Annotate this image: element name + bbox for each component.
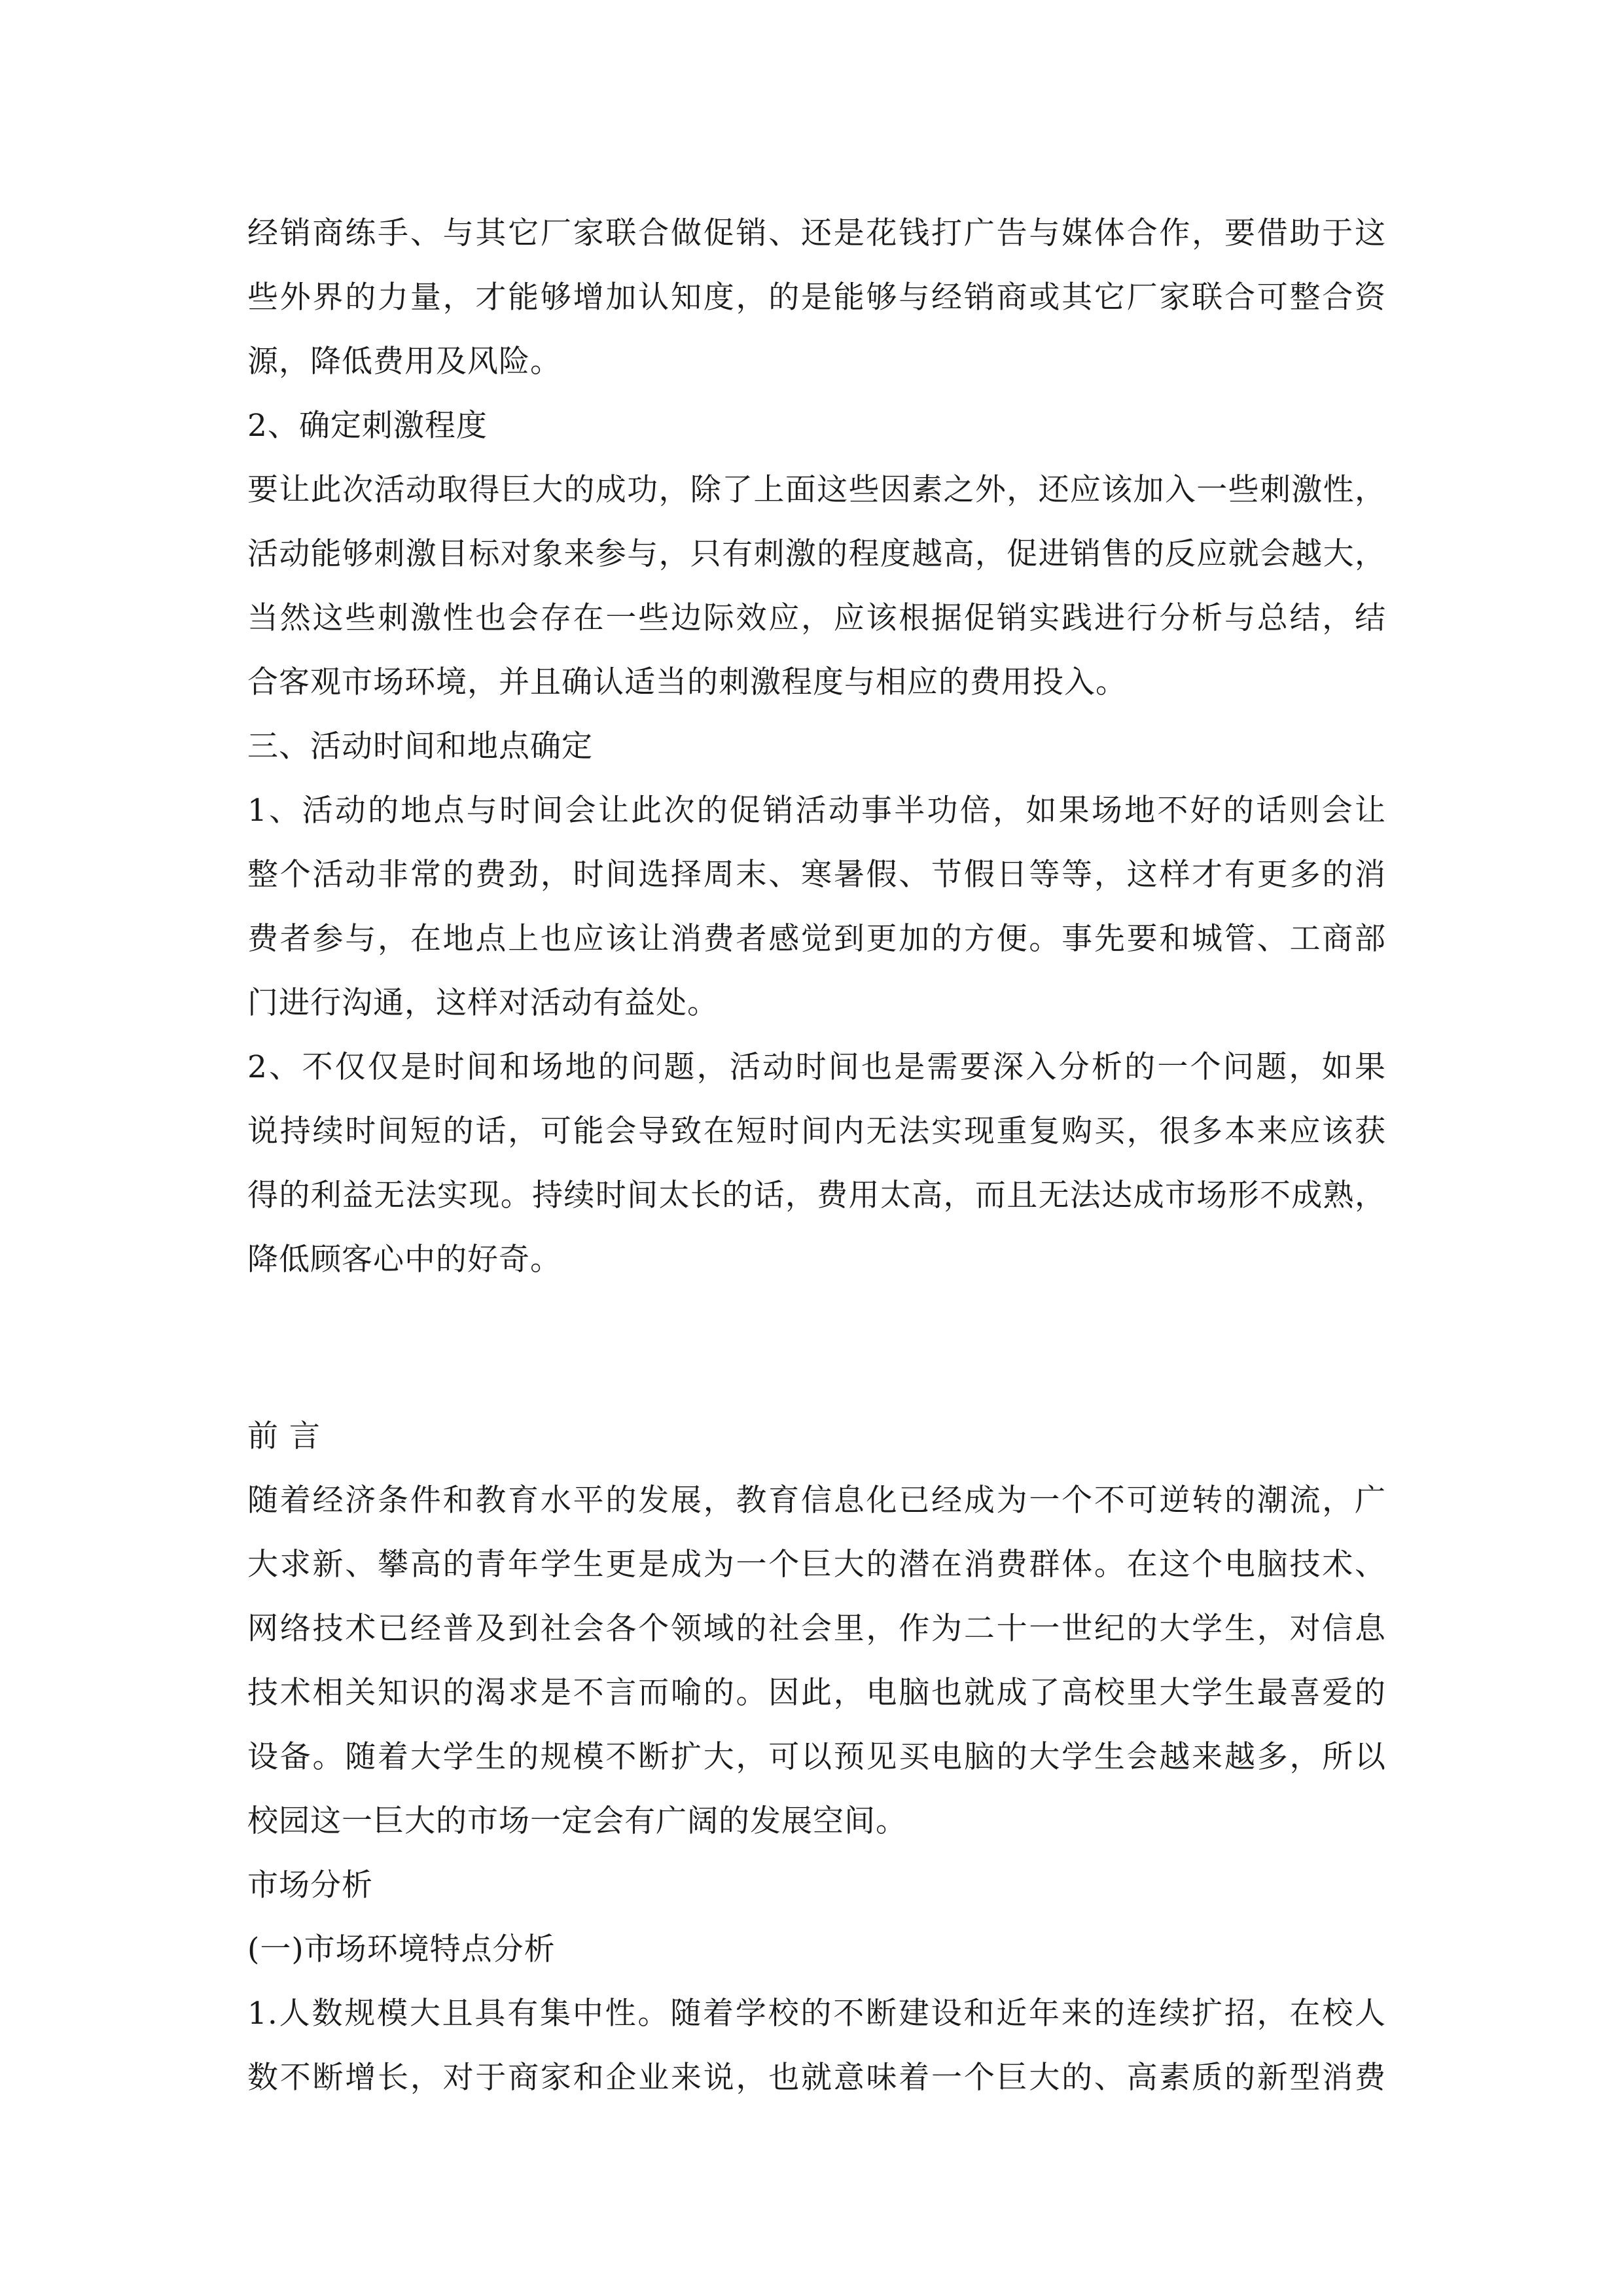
paragraph-line: 得的利益无法实现。持续时间太长的话，费用太高，而且无法达成市场形不成熟，: [247, 1177, 1386, 1213]
paragraph-line: 大求新、攀高的青年学生更是成为一个巨大的潜在消费群体。在这个电脑技术、: [247, 1547, 1386, 1583]
paragraph-line: 校园这一巨大的市场一定会有广阔的发展空间。: [247, 1803, 907, 1839]
paragraph-line: 经销商练手、与其它厂家联合做促销、还是花钱打广告与媒体合作，要借助于这: [247, 215, 1386, 251]
paragraph-line: 整个活动非常的费劲，时间选择周末、寒暑假、节假日等等，这样才有更多的消: [247, 857, 1386, 893]
preface-heading: 前 言: [247, 1418, 321, 1454]
paragraph-line: 活动能够刺激目标对象来参与，只有刺激的程度越高，促进销售的反应就会越大，: [247, 536, 1386, 572]
paragraph-line: 随着经济条件和教育水平的发展，教育信息化已经成为一个不可逆转的潮流，广: [247, 1482, 1386, 1518]
paragraph-line: 1.人数规模大且具有集中性。随着学校的不断建设和近年来的连续扩招，在校人: [247, 1996, 1386, 2032]
paragraph-line: 1、活动的地点与时间会让此次的促销活动事半功倍，如果场地不好的话则会让: [247, 793, 1386, 829]
paragraph-line: 门进行沟通，这样对活动有益处。: [247, 985, 719, 1021]
paragraph-line: 网络技术已经普及到社会各个领域的社会里，作为二十一世纪的大学生，对信息: [247, 1611, 1386, 1647]
subheading: 2、确定刺激程度: [247, 408, 488, 444]
paragraph-line: 当然这些刺激性也会存在一些边际效应，应该根据促销实践进行分析与总结，结: [247, 600, 1386, 636]
paragraph-line: 技术相关知识的渴求是不言而喻的。因此，电脑也就成了高校里大学生最喜爱的: [247, 1675, 1386, 1711]
section-spacer: [247, 1292, 1386, 1405]
section-heading: 三、活动时间和地点确定: [247, 728, 593, 764]
document-body: [247, 202, 1386, 2110]
paragraph-line: 费者参与，在地点上也应该让消费者感觉到更加的方便。事先要和城管、工商部: [247, 921, 1386, 957]
section-heading: 市场分析: [247, 1867, 373, 1903]
paragraph-line: 数不断增长，对于商家和企业来说，也就意味着一个巨大的、高素质的新型消费: [247, 2060, 1386, 2096]
paragraph-line: 降低顾客心中的好奇。: [247, 1242, 562, 1278]
paragraph-line: 些外界的力量，才能够增加认知度，的是能够与经销商或其它厂家联合可整合资: [247, 279, 1386, 315]
paragraph-line: 说持续时间短的话，可能会导致在短时间内无法实现重复购买，很多本来应该获: [247, 1113, 1386, 1149]
paragraph-line: 2、不仅仅是时间和场地的问题，活动时间也是需要深入分析的一个问题，如果: [247, 1049, 1386, 1085]
paragraph-line: 合客观市场环境，并且确认适当的刺激程度与相应的费用投入。: [247, 664, 1127, 700]
paragraph-line: 源，降低费用及风险。: [247, 344, 562, 380]
paragraph-line: 设备。随着大学生的规模不断扩大，可以预见买电脑的大学生会越来越多，所以: [247, 1739, 1386, 1775]
subheading: (一)市场环境特点分析: [247, 1931, 556, 1967]
paragraph-line: 要让此次活动取得巨大的成功，除了上面这些因素之外，还应该加入一些刺激性，: [247, 472, 1386, 508]
